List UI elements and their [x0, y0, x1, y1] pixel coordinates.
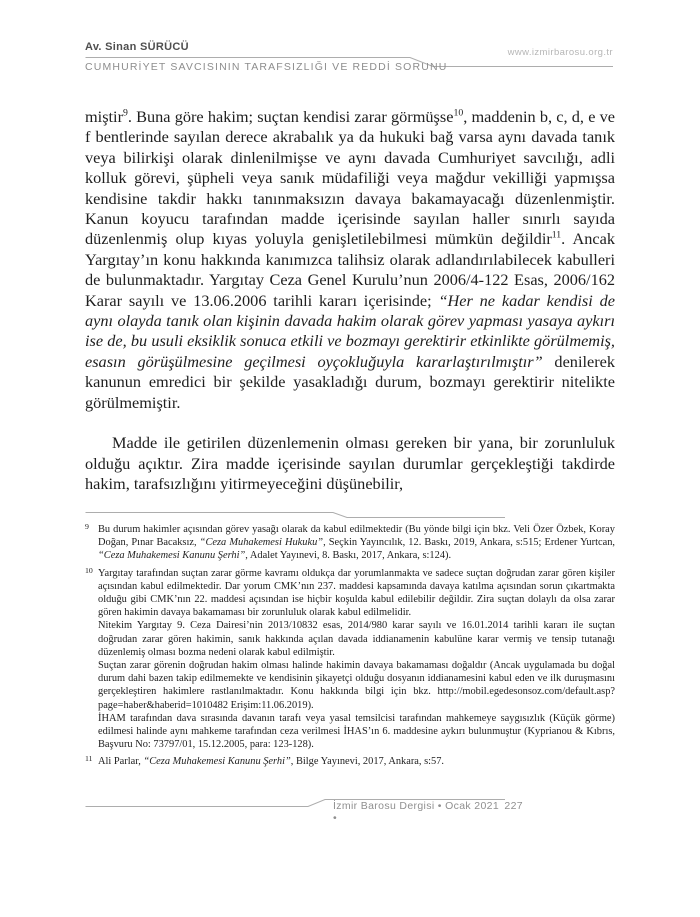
footnote-text: Nitekim Yargıtay 9. Ceza Dairesi’nin 2013/10832 esas, 2014/980 karar sayılı ve 16.01.2014 tarihli kararı ile suçtan doğrudan zarar gören hakimin, sanık hakkında açılan davada iddianamenin kabulüne karar vermiş ve tensip tutanağı düzenlemiş olması bozma nedeni olarak kabul edilmiştir.: [98, 620, 615, 658]
footer: [333, 800, 523, 824]
article-title: CUMHURİYET SAVCISININ TARAFSIZLIĞI VE REDDİ SORUNU: [85, 61, 448, 73]
footnote-text: İHAM tarafından dava sırasında davanın tarafı veya yasal temsilcisi tarafından mahkemeye saygısızlık (Küçük görme) edilmesi halinde aynı mahkeme tarafından ceza verilmesi İHAS’ın 6. maddesine aykırı bulunmuştur (Kyprianou & Kıbrıs, Başvuru No: 73797/01, 15.12.2005, para: 123-128).: [98, 712, 615, 751]
footnote-text: Yargıtay tarafından suçtan zarar görme kavramı oldukça dar yorumlanmakta ve sadece suçtan doğrudan zarar gören kişiler açısından kabul edilmektedir. Dar yorum CMK’nın 237. maddesi kapsamında davaya katılma açısından sorun çıkartmakta olduğu gibi CMK’nın 22. maddesi açısından ise hiçbir koşulda kabul edilebilir değildir. Zira suçtan dolaylı da olsa zarar gören hakimin davaya bakamaması bir zorunluluk olarak kabul edilmelidir.: [98, 567, 615, 619]
footnote-number: 9: [85, 522, 89, 531]
footnote-11: [85, 755, 615, 768]
footnote-10: [85, 567, 615, 752]
paragraph-2: Madde ile getirilen düzenlemenin olması gereken bir yana, bir zorunluluk olduğu açıktır. Zira madde içerisinde sayılan durumlar gerçekleştiği takdirde hakim, tarafsızlığını yitirmeyeceğini düşünebilir,: [85, 433, 615, 493]
paragraph-1: miştir$^9$. Buna göre hakim; suçtan kendisi zarar görmüşse$^{10}$, maddenin b, c, d, e ve f bentlerinde sayılan derece akrabalık ya da hukuki bağ varsa aynı davada tanık veya bilirkişi olarak dinlenilmişse ve aynı davada Cumhuriyet savcılığı, adli kolluk görevi, şüpheli veya sanık müdafiliği veya mağdur vekilliği yapmışsa kendisine takdir hakkı tanınmaksızın davaya bakamayacağı düzenlenmiştir. Kanun koyucu tarafından madde içerisinde sayılan haller sınırlı sayıda düzenlenmiş olup kıyas yoluyla genişletilebilmesi mümkün değildir$^{11}$. Ancak Yargıtay’ın konu hakkında kanımızca talihsiz olarak adlandırılabilecek kabulleri de bulunmaktadır. Yargıtay Ceza Genel Kurulu’nun 2006/4-122 Esas, 2006/162 Karar sayılı ve 13.06.2006 tarihli kararı içerisinde; “Her ne kadar kendisi de aynı olayda tanık olan kişinin davada hakim olarak görev yapması yasaya aykırı ise de, bu usuli eksiklik sonuca etkili ve bozmayı gerektirir etkinlikte görülmemiş, esasın görüşülmesine geçilmesi oyçokluğuyla kararlaştırılmıştır” denilerek kanunun emredici bir şekilde yasakladığı durum, bozmayı gerektirir nitelikte görülmemiştir.: [85, 107, 616, 412]
footnote-9: [85, 523, 615, 563]
website-url: www.izmirbarosu.org.tr: [507, 47, 613, 58]
footnote-separator: [85, 511, 615, 519]
footnote-number: 11: [85, 754, 93, 764]
article-body: [85, 107, 615, 494]
footnote-number: 10: [85, 565, 93, 575]
footnote-text: Bu durum hakimler açısından görev yasağı olarak da kabul edilmektedir (Bu yönde bilgi için bkz. Veli Özer Özbek, Koray Doğan, Pınar Bacaksız, “Ceza Muhakemesi Hukuku”, Seçkin Yayıncılık, 12. Baskı, 2019, Ankara, s:515; Erdener Yurtcan, “Ceza Muhakemesi Kanunu Şerhi”, Adalet Yayınevi, 8. Baskı, 2017, Ankara, s:124).: [98, 524, 615, 562]
footnote-text: Ali Parlar, “Ceza Muhakemesi Kanunu Şerhi”, Bilge Yayınevi, 2017, Ankara, s:57.: [98, 756, 445, 768]
page-number: 227: [504, 800, 523, 812]
author-name: Av. Sinan SÜRÜCÜ: [85, 41, 189, 53]
journal-name-line: İzmir Barosu Dergisi • Ocak 2021 •: [333, 800, 500, 824]
footnotes-section: [85, 511, 615, 769]
footnote-text: Suçtan zarar görenin doğrudan hakim olması halinde hakimin davaya bakamaması doğaldır (Ancak uygulamada bu doğal durum dahi bazen takip edilmemekte ve kendisinin şikayetçi olduğu dosyanın iddianamesini kabul eden ve ilk duruşmasını gerçekleştiren hakimlere rastlanılmaktadır. Konu hakkında bilgi için bkz. http://mobil.egedesonsoz.com/default.asp?page=haber&haberid=1010482 Erişim:11.06.2019).: [98, 660, 615, 711]
